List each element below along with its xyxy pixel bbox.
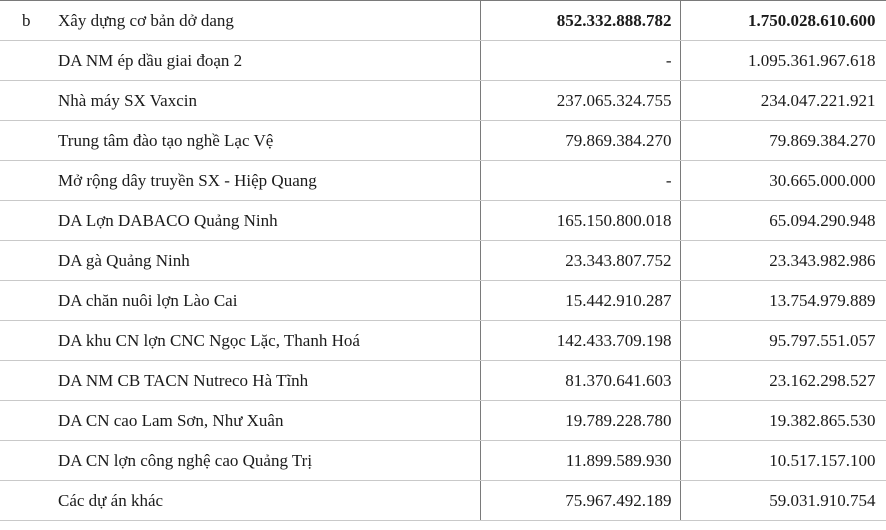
value-current: - — [480, 41, 680, 81]
row-label: DA NM ép dầu giai đoạn 2 — [50, 41, 480, 81]
table-row — [0, 361, 886, 401]
row-label: DA chăn nuôi lợn Lào Cai — [50, 281, 480, 321]
table-row — [0, 161, 886, 201]
value-previous: 95.797.551.057 — [680, 321, 886, 361]
value-current: 237.065.324.755 — [480, 81, 680, 121]
value-previous: 234.047.221.921 — [680, 81, 886, 121]
row-label: Mở rộng dây truyền SX - Hiệp Quang — [50, 161, 480, 201]
row-label: DA khu CN lợn CNC Ngọc Lặc, Thanh Hoá — [50, 321, 480, 361]
table-row — [0, 481, 886, 521]
table-row — [0, 401, 886, 441]
table-row — [0, 281, 886, 321]
value-current: 165.150.800.018 — [480, 201, 680, 241]
row-label: DA gà Quảng Ninh — [50, 241, 480, 281]
value-previous: 13.754.979.889 — [680, 281, 886, 321]
value-current: 142.433.709.198 — [480, 321, 680, 361]
row-label: DA NM CB TACN Nutreco Hà Tĩnh — [50, 361, 480, 401]
value-previous: 23.162.298.527 — [680, 361, 886, 401]
value-previous: 1.750.028.610.600 — [680, 1, 886, 41]
value-previous: 10.517.157.100 — [680, 441, 886, 481]
row-label: Trung tâm đào tạo nghề Lạc Vệ — [50, 121, 480, 161]
value-previous: 79.869.384.270 — [680, 121, 886, 161]
value-current: - — [480, 161, 680, 201]
table-row — [0, 41, 886, 81]
table-row — [0, 121, 886, 161]
table-row-header — [0, 1, 886, 41]
value-previous: 30.665.000.000 — [680, 161, 886, 201]
row-label: DA Lợn DABACO Quảng Ninh — [50, 201, 480, 241]
row-label: DA CN lợn công nghệ cao Quảng Trị — [50, 441, 480, 481]
table-row — [0, 321, 886, 361]
value-current: 852.332.888.782 — [480, 1, 680, 41]
value-current: 11.899.589.930 — [480, 441, 680, 481]
value-current: 19.789.228.780 — [480, 401, 680, 441]
value-previous: 1.095.361.967.618 — [680, 41, 886, 81]
row-label: Xây dựng cơ bản dở dang — [50, 1, 480, 41]
table-row — [0, 441, 886, 481]
table-row — [0, 81, 886, 121]
row-label: Nhà máy SX Vaxcin — [50, 81, 480, 121]
value-current: 75.967.492.189 — [480, 481, 680, 521]
value-current: 23.343.807.752 — [480, 241, 680, 281]
row-label: DA CN cao Lam Sơn, Như Xuân — [50, 401, 480, 441]
row-label: Các dự án khác — [50, 481, 480, 521]
value-previous: 59.031.910.754 — [680, 481, 886, 521]
value-current: 15.442.910.287 — [480, 281, 680, 321]
value-previous: 65.094.290.948 — [680, 201, 886, 241]
value-current: 79.869.384.270 — [480, 121, 680, 161]
table-row — [0, 201, 886, 241]
value-previous: 23.343.982.986 — [680, 241, 886, 281]
value-previous: 19.382.865.530 — [680, 401, 886, 441]
table-row — [0, 241, 886, 281]
value-current: 81.370.641.603 — [480, 361, 680, 401]
row-index: b — [0, 1, 50, 41]
